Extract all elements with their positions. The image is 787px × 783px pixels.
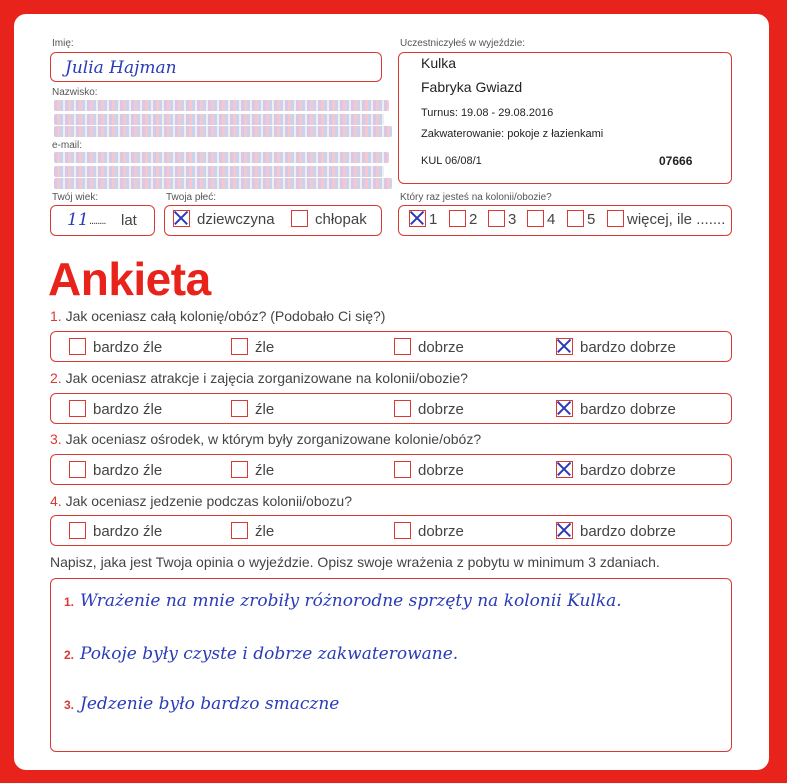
wiek-field[interactable] [50, 205, 155, 236]
checkbox[interactable] [394, 461, 411, 478]
survey-form [14, 14, 769, 770]
q1-option-dobrze[interactable]: dobrze [394, 339, 464, 356]
q1-option-zle[interactable]: źle [231, 339, 274, 356]
ktory-options [398, 205, 732, 236]
wiek-dots: ........ [89, 215, 106, 227]
camp-zakwaterowanie: Zakwaterowanie: pokoje z łazienkami [421, 128, 604, 140]
ktory-option-wiecej[interactable]: więcej, ile ....... [607, 211, 725, 228]
checkbox[interactable] [394, 400, 411, 417]
q1-option-bardzo-dobrze[interactable]: bardzo dobrze [556, 339, 676, 356]
camp-name: Kulka [421, 55, 457, 71]
rating-row-4 [50, 515, 732, 546]
ktory-option-2[interactable]: 2 [449, 211, 477, 228]
checkbox[interactable] [556, 338, 573, 355]
q4-option-bardzo-zle[interactable]: bardzo źle [69, 523, 162, 540]
checkbox-4[interactable] [527, 210, 544, 227]
imie-value: Julia Hajman [65, 58, 177, 78]
checkbox[interactable] [231, 400, 248, 417]
checkbox-chlopak[interactable] [291, 210, 308, 227]
opinion-line-1: 1. Wrażenie na mnie zrobiły różnorodne sprzęty na kolonii Kulka. [64, 591, 622, 611]
checkbox-1[interactable] [409, 210, 426, 227]
checkbox-wiecej[interactable] [607, 210, 624, 227]
q1-option-bardzo-zle[interactable]: bardzo źle [69, 339, 162, 356]
checkbox[interactable] [69, 522, 86, 539]
wiek-value: 11 [67, 210, 89, 230]
question-3: 3. Jak oceniasz ośrodek, w którym były zorganizowane kolonie/obóz? [50, 431, 482, 447]
checkbox-2[interactable] [449, 210, 466, 227]
camp-turnus: Turnus: 19.08 - 29.08.2016 [421, 107, 554, 119]
question-4: 4. Jak oceniasz jedzenie podczas kolonii/obozu? [50, 493, 352, 509]
imie-field[interactable] [50, 52, 382, 82]
q2-option-zle[interactable]: źle [231, 401, 274, 418]
checkbox-3[interactable] [488, 210, 505, 227]
checkbox[interactable] [69, 338, 86, 355]
camp-info-box [398, 52, 732, 184]
checkbox[interactable] [556, 461, 573, 478]
ktory-label: Który raz jesteś na kolonii/obozie? [400, 192, 552, 203]
checkbox[interactable] [231, 461, 248, 478]
opinion-prompt: Napisz, jaka jest Twoja opinia o wyjeździe. Opisz swoje wrażenia z pobytu w minimum 3 zdaniach. [50, 554, 660, 570]
q4-option-zle[interactable]: źle [231, 523, 274, 540]
nazwisko-label: Nazwisko: [52, 87, 98, 98]
question-2: 2. Jak oceniasz atrakcje i zajęcia zorganizowane na kolonii/obozie? [50, 370, 468, 386]
checkbox[interactable] [394, 522, 411, 539]
q4-option-bardzo-dobrze[interactable]: bardzo dobrze [556, 523, 676, 540]
ktory-option-3[interactable]: 3 [488, 211, 516, 228]
checkbox[interactable] [556, 400, 573, 417]
rating-row-1 [50, 331, 732, 362]
checkbox[interactable] [231, 338, 248, 355]
plec-options [164, 205, 382, 236]
q4-option-dobrze[interactable]: dobrze [394, 523, 464, 540]
q2-option-dobrze[interactable]: dobrze [394, 401, 464, 418]
checkbox[interactable] [69, 400, 86, 417]
q2-option-bardzo-zle[interactable]: bardzo źle [69, 401, 162, 418]
email-label: e-mail: [52, 140, 83, 151]
q3-option-zle[interactable]: źle [231, 462, 274, 479]
page-title: Ankieta [48, 253, 211, 305]
wiek-unit: lat [121, 212, 137, 229]
imie-label: Imię: [52, 38, 74, 49]
ktory-option-4[interactable]: 4 [527, 211, 555, 228]
checkbox-5[interactable] [567, 210, 584, 227]
opinion-line-2: 2. Pokoje były czyste i dobrze zakwaterowane. [64, 644, 459, 664]
ktory-option-1[interactable]: 1 [409, 211, 437, 228]
plec-option-dziewczyna[interactable]: dziewczyna [173, 211, 275, 228]
checkbox-dziewczyna[interactable] [173, 210, 190, 227]
checkbox[interactable] [69, 461, 86, 478]
rating-row-2 [50, 393, 732, 424]
question-1: 1. Jak oceniasz całą kolonię/obóz? (Podobało Ci się?) [50, 308, 386, 324]
checkbox[interactable] [231, 522, 248, 539]
uczestnik-label: Uczestniczyłeś w wyjeździe: [400, 38, 526, 49]
q3-option-bardzo-dobrze[interactable]: bardzo dobrze [556, 462, 676, 479]
plec-option-chlopak[interactable]: chłopak [291, 211, 367, 228]
q3-option-dobrze[interactable]: dobrze [394, 462, 464, 479]
camp-code: KUL 06/08/1 [421, 155, 482, 167]
opinion-line-3: 3. Jedzenie było bardzo smaczne [64, 694, 340, 714]
checkbox[interactable] [394, 338, 411, 355]
q2-option-bardzo-dobrze[interactable]: bardzo dobrze [556, 401, 676, 418]
ktory-option-5[interactable]: 5 [567, 211, 595, 228]
plec-label: Twoja płeć: [166, 192, 217, 203]
q3-option-bardzo-zle[interactable]: bardzo źle [69, 462, 162, 479]
wiek-label: Twój wiek: [52, 192, 99, 203]
checkbox[interactable] [556, 522, 573, 539]
camp-organizer: Fabryka Gwiazd [421, 79, 523, 95]
camp-number: 07666 [659, 154, 693, 168]
rating-row-3 [50, 454, 732, 485]
